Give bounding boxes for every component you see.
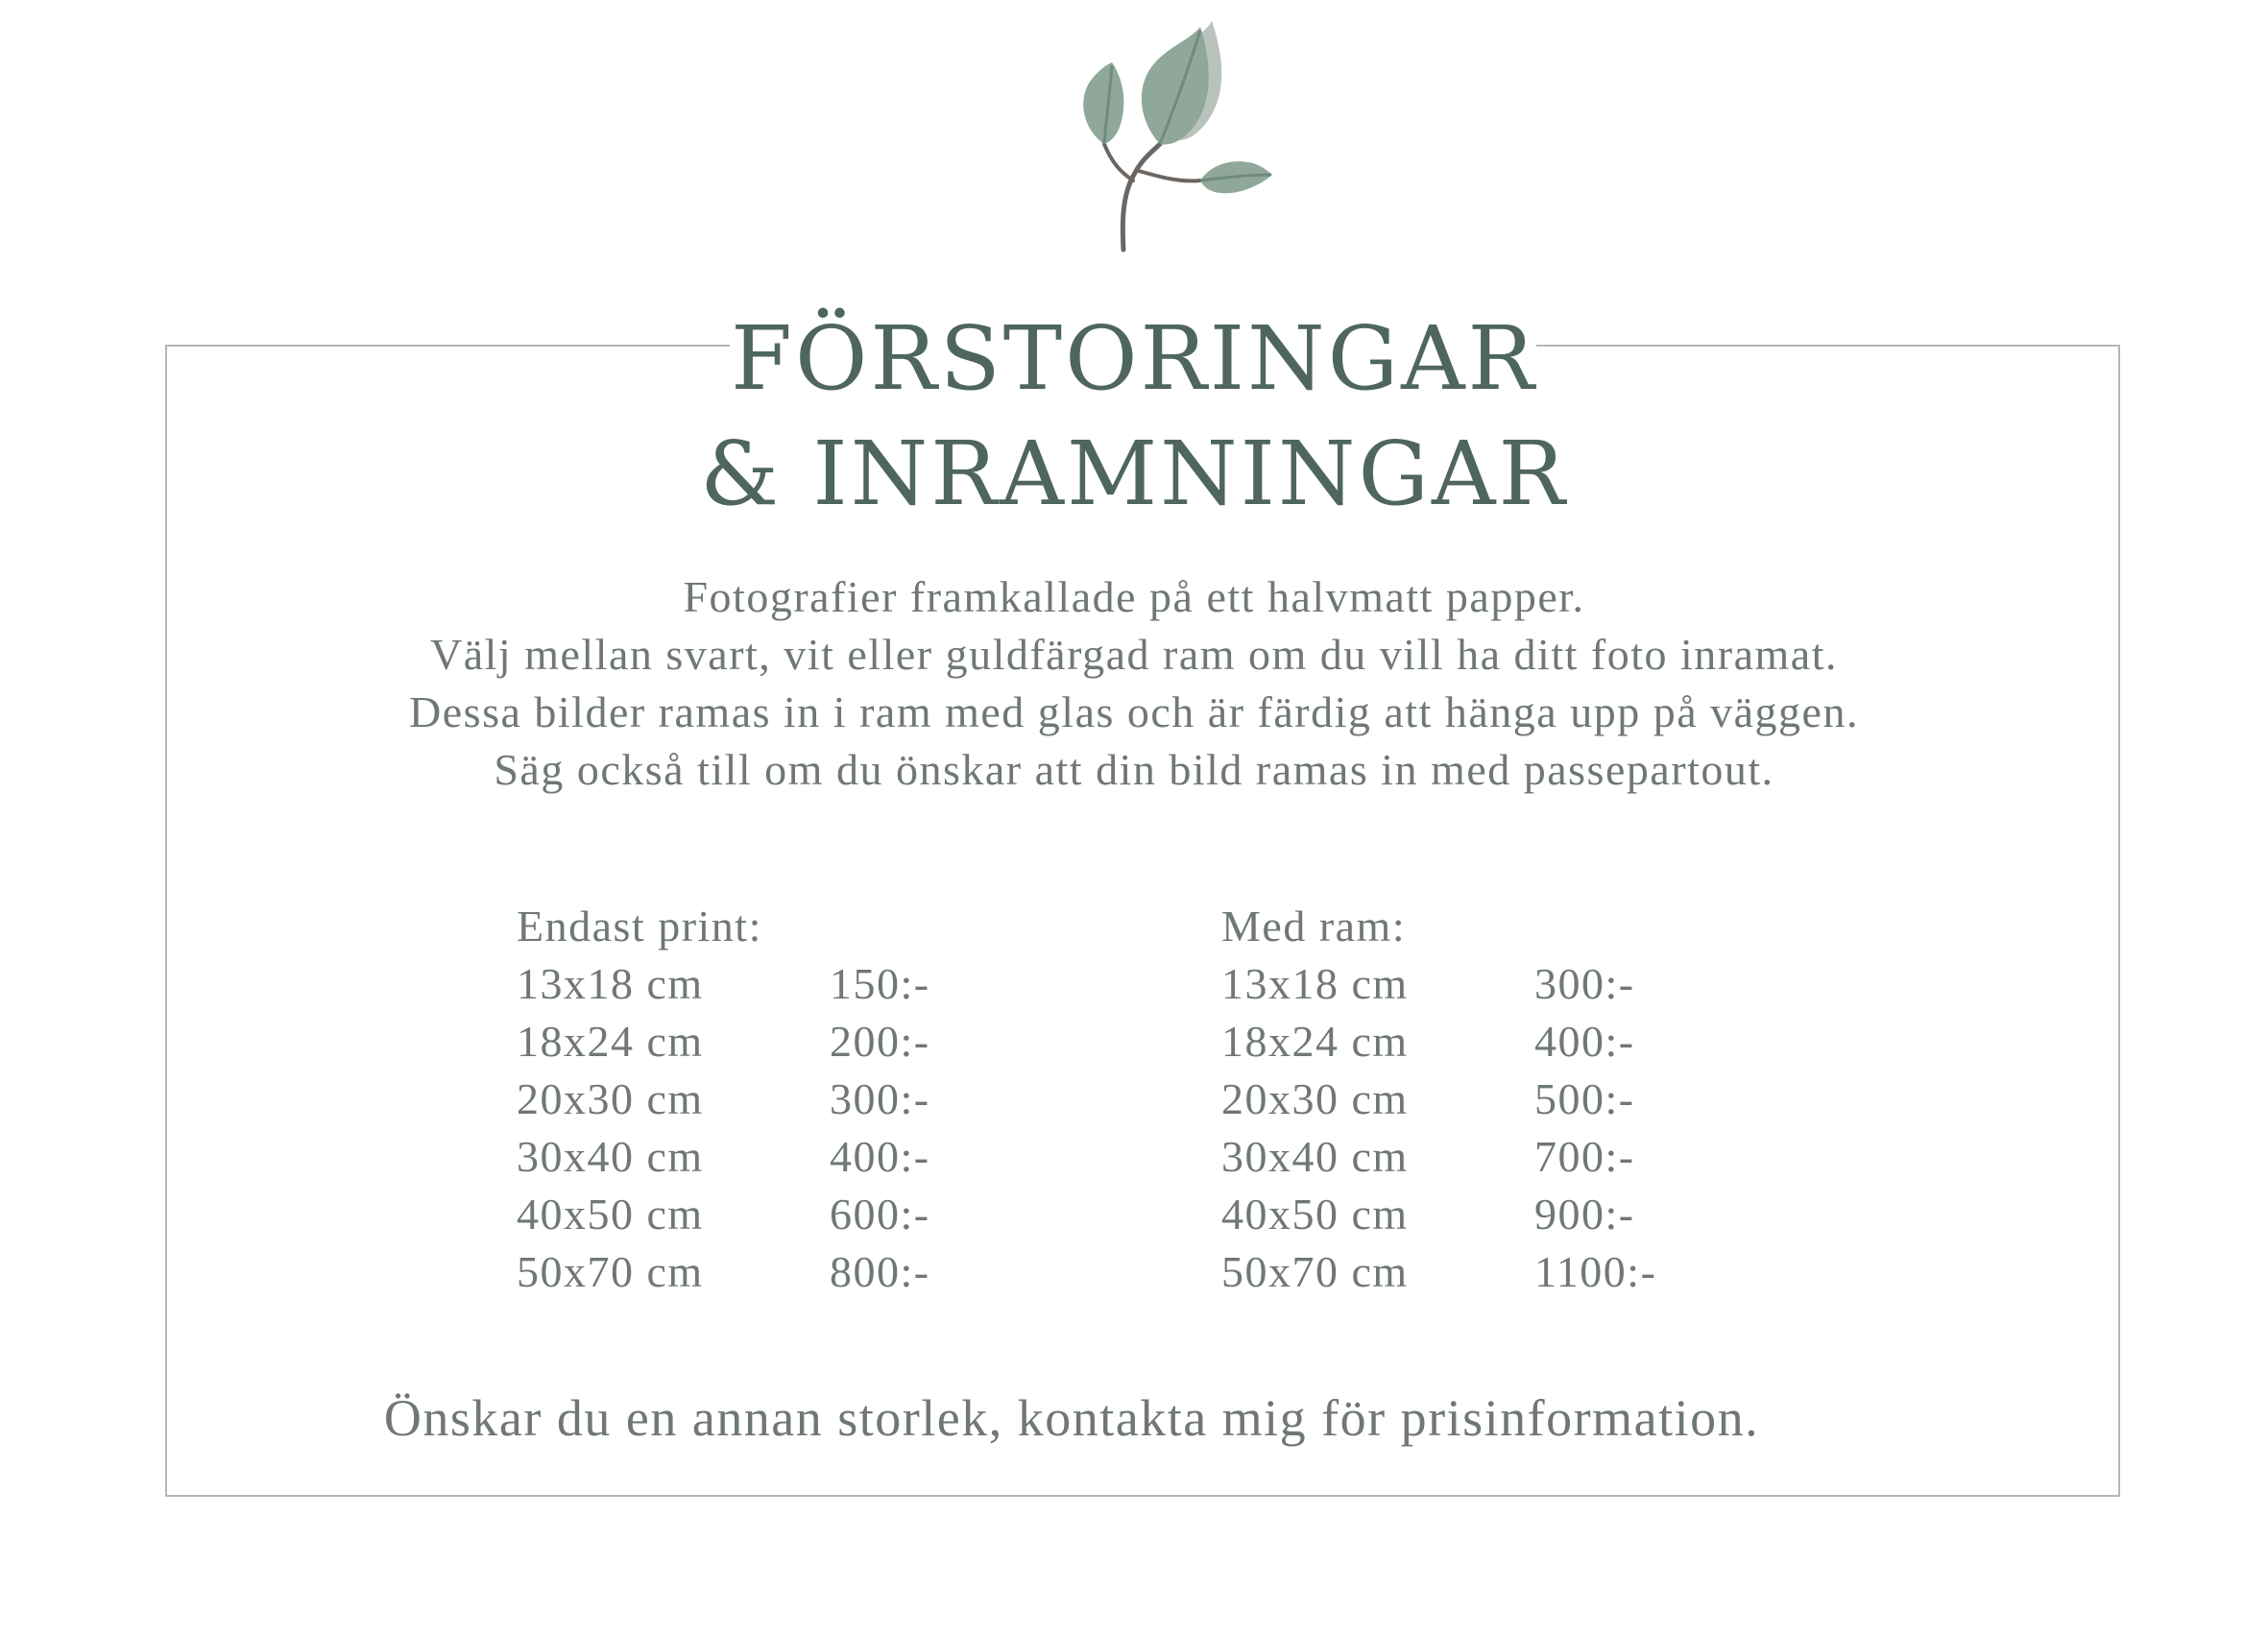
leaf-sprig-icon xyxy=(1047,10,1277,259)
page-title-line-1: FÖRSTORINGAR xyxy=(731,307,1537,410)
price-row xyxy=(1221,1071,1635,1128)
price-value: 300:- xyxy=(830,1074,930,1123)
price-row xyxy=(1221,955,1635,1013)
size-label: 13x18 cm xyxy=(517,959,704,1008)
price-value: 150:- xyxy=(830,959,930,1008)
contact-note: Önskar du en annan storlek, kontakta mig för prisinformation. xyxy=(383,1389,1760,1447)
price-value: 1100:- xyxy=(1534,1247,1657,1296)
price-value: 900:- xyxy=(1534,1190,1635,1239)
price-row xyxy=(517,1128,930,1186)
price-value: 400:- xyxy=(830,1132,930,1181)
intro-line-3: Dessa bilder ramas in i ram med glas och är färdig att hänga upp på väggen. xyxy=(409,687,1859,736)
size-label: 13x18 cm xyxy=(1221,959,1409,1008)
size-label: 40x50 cm xyxy=(1221,1190,1409,1239)
intro-line-2: Välj mellan svart, vit eller guldfärgad ram om du vill ha ditt foto inramat. xyxy=(430,630,1838,679)
intro-line-4: Säg också till om du önskar att din bild ramas in med passepartout. xyxy=(494,745,1774,794)
price-row xyxy=(517,1243,930,1301)
price-value: 600:- xyxy=(830,1190,930,1239)
page-title-line-2: & INRAMNINGAR xyxy=(700,422,1568,525)
intro-line-1: Fotografier framkallade på ett halvmatt papper. xyxy=(683,572,1585,621)
size-label: 30x40 cm xyxy=(517,1132,704,1181)
with-frame-heading: Med ram: xyxy=(1221,902,1407,950)
price-value: 200:- xyxy=(830,1017,930,1066)
price-row xyxy=(1221,1243,1657,1301)
price-value: 800:- xyxy=(830,1247,930,1296)
price-value: 700:- xyxy=(1534,1132,1635,1181)
price-row xyxy=(517,1013,930,1071)
price-row xyxy=(517,1186,930,1243)
price-value: 300:- xyxy=(1534,959,1635,1008)
price-list-print-only xyxy=(517,898,930,1301)
size-label: 40x50 cm xyxy=(517,1190,704,1239)
size-label: 50x70 cm xyxy=(1221,1247,1409,1296)
price-list-with-frame xyxy=(1221,898,1657,1301)
price-value: 400:- xyxy=(1534,1017,1635,1066)
size-label: 50x70 cm xyxy=(517,1247,704,1296)
price-value: 500:- xyxy=(1534,1074,1635,1123)
price-row xyxy=(517,955,930,1013)
price-row xyxy=(1221,1128,1635,1186)
size-label: 20x30 cm xyxy=(517,1074,704,1123)
size-label: 18x24 cm xyxy=(1221,1017,1409,1066)
print-only-heading: Endast print: xyxy=(517,902,762,950)
price-row xyxy=(1221,1186,1635,1243)
size-label: 18x24 cm xyxy=(517,1017,704,1066)
size-label: 30x40 cm xyxy=(1221,1132,1409,1181)
price-row xyxy=(517,1071,930,1128)
price-row xyxy=(1221,1013,1635,1071)
size-label: 20x30 cm xyxy=(1221,1074,1409,1123)
